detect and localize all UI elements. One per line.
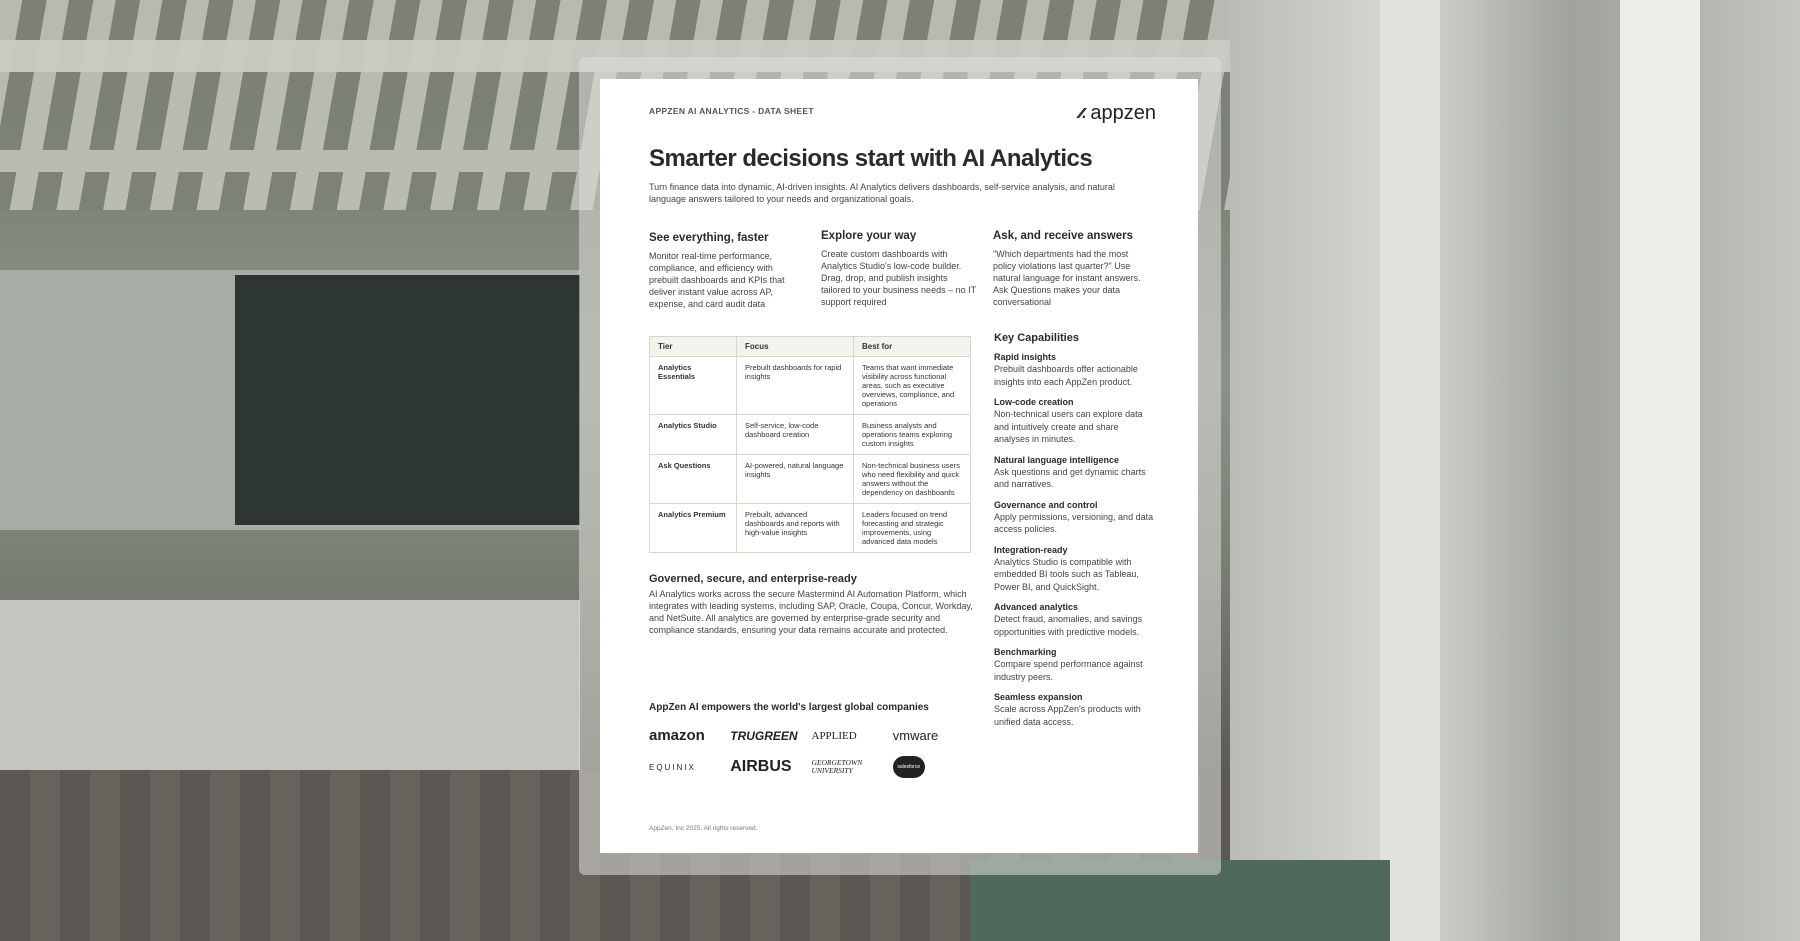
- key-capabilities: [994, 332, 1154, 736]
- feature-body: "Which departments had the most policy violations last quarter?" Use natural language for instant answers. Ask Questions makes your data conversational: [993, 249, 1141, 307]
- feature-body: Monitor real-time performance, compliance, and efficiency with prebuilt dashboards and KPIs that deliver instant value across AP, expense, and card audit data: [649, 251, 785, 309]
- capability-item: [994, 499, 1154, 536]
- capability-title: Advanced analytics: [994, 602, 1079, 612]
- capability-item: [994, 396, 1154, 446]
- capability-item: [994, 646, 1154, 683]
- focus-cell: AI-powered, natural language insights: [737, 455, 854, 504]
- capability-item: [994, 601, 1154, 638]
- window-wall: [1230, 0, 1800, 941]
- trugreen-logo: TRUGREEN: [730, 728, 798, 743]
- capabilities-heading: Key Capabilities: [994, 332, 1079, 344]
- table-header: Tier: [650, 337, 737, 357]
- page-title: Smarter decisions start with AI Analytics: [649, 145, 1093, 172]
- appzen-logo-icon: ⁄⁄.: [1079, 105, 1086, 122]
- customer-logos: [649, 727, 974, 778]
- equinix-logo: EQUINIX: [649, 762, 696, 772]
- feature-heading: See everything, faster: [649, 232, 769, 244]
- salesforce-logo: salesforce: [893, 756, 925, 778]
- table-row: [650, 357, 971, 415]
- applied-logo: APPLIED: [811, 729, 857, 742]
- table-row: [650, 455, 971, 504]
- table-header: Focus: [737, 337, 854, 357]
- dark-window: [235, 275, 580, 525]
- tier-table: [649, 336, 971, 553]
- capability-desc: Scale across AppZen's products with unified data access.: [994, 704, 1141, 727]
- vmware-logo: vmware: [892, 728, 939, 743]
- feature-heading: Explore your way: [821, 230, 917, 242]
- capability-item: [994, 544, 1154, 594]
- intro-paragraph: Turn finance data into dynamic, AI-driven insights. AI Analytics delivers dashboards, self-service analysis, and natural language answers tailored to your needs and organizational goals.: [649, 182, 1115, 204]
- best-for-cell: Business analysts and operations teams exploring custom insights: [854, 415, 971, 455]
- table-header-row: [650, 337, 971, 357]
- capability-desc: Detect fraud, anomalies, and savings opportunities with predictive models.: [994, 614, 1143, 637]
- capability-desc: Analytics Studio is compatible with embedded BI tools such as Tableau, Power BI, and QuickSight.: [994, 556, 1139, 592]
- focus-cell: Self-service, low-code dashboard creation: [737, 415, 854, 455]
- best-for-cell: Teams that want immediate visibility across functional areas, such as executive overviews, compliance, and operations: [854, 357, 971, 415]
- airbus-logo: AIRBUS: [730, 758, 792, 775]
- appzen-logo-text: appzen: [1090, 102, 1156, 124]
- customers-heading: AppZen AI empowers the world's largest global companies: [649, 702, 929, 713]
- capability-title: Natural language intelligence: [994, 454, 1120, 465]
- data-sheet: [600, 79, 1198, 853]
- capability-desc: Ask questions and get dynamic charts and narratives.: [994, 466, 1146, 489]
- capability-title: Governance and control: [994, 499, 1098, 510]
- table-row: [650, 415, 971, 455]
- best-for-cell: Leaders focused on trend forecasting and strategic improvements, using advanced data models: [854, 504, 971, 553]
- governed-body: AI Analytics works across the secure Mastermind AI Automation Platform, which integrates with leading systems, including SAP, Oracle, Coupa, Concur, Workday, and NetSuite. All analytics are governed by enterprise-grade security and compliance standards, ensuring your data remains accurate and protected.: [649, 589, 973, 635]
- capability-desc: Apply permissions, versioning, and data access policies.: [994, 511, 1154, 534]
- tier-cell: Analytics Studio: [650, 415, 737, 455]
- capability-item: [994, 691, 1154, 728]
- window-post: [1620, 0, 1700, 941]
- tier-cell: Ask Questions: [650, 455, 737, 504]
- tier-cell: Analytics Premium: [650, 504, 737, 553]
- appzen-logo: [1079, 102, 1156, 125]
- feature-heading: Ask, and receive answers: [993, 230, 1133, 242]
- focus-cell: Prebuilt, advanced dashboards and reports with high-value insights: [737, 504, 854, 553]
- governed-heading: Governed, secure, and enterprise-ready: [649, 573, 857, 585]
- capability-desc: Prebuilt dashboards offer actionable insights into each AppZen product.: [994, 364, 1138, 387]
- capability-desc: Non-technical users can explore data and intuitively create and share analyses in minutes.: [994, 409, 1143, 444]
- feature-column: [649, 232, 804, 310]
- feature-column: [821, 230, 976, 308]
- table-header: Best for: [854, 337, 971, 357]
- capability-item: [994, 351, 1154, 388]
- focus-cell: Prebuilt dashboards for rapid insights: [737, 357, 854, 415]
- capability-item: [994, 454, 1154, 491]
- tier-cell: Analytics Essentials: [650, 357, 737, 415]
- georgetown-logo: GEORGETOWN UNIVERSITY: [811, 758, 863, 775]
- wall-panel: [0, 600, 580, 770]
- governed-section: [649, 573, 979, 636]
- feature-column: [993, 230, 1148, 308]
- best-for-cell: Non-technical business users who need flexibility and quick answers without the dependency on dashboards: [854, 455, 971, 504]
- copyright-footer: AppZen, Inc 2025. All rights reserved.: [649, 825, 758, 832]
- capability-title: Integration-ready: [994, 544, 1068, 555]
- table-row: [650, 504, 971, 553]
- window-post: [1380, 0, 1440, 941]
- eyebrow-label: APPZEN AI ANALYTICS - DATA SHEET: [649, 106, 814, 116]
- capability-title: Benchmarking: [994, 647, 1057, 657]
- capability-title: Low-code creation: [994, 397, 1074, 407]
- capability-title: Rapid insights: [994, 352, 1057, 362]
- capability-desc: Compare spend performance against industry peers.: [994, 659, 1143, 682]
- feature-body: Create custom dashboards with Analytics Studio's low-code builder. Drag, drop, and publish insights tailored to your business needs – no IT support required: [821, 249, 976, 307]
- capability-title: Seamless expansion: [994, 692, 1083, 702]
- ceiling-beam-secondary: [0, 150, 600, 172]
- amazon-logo: amazon: [649, 727, 705, 744]
